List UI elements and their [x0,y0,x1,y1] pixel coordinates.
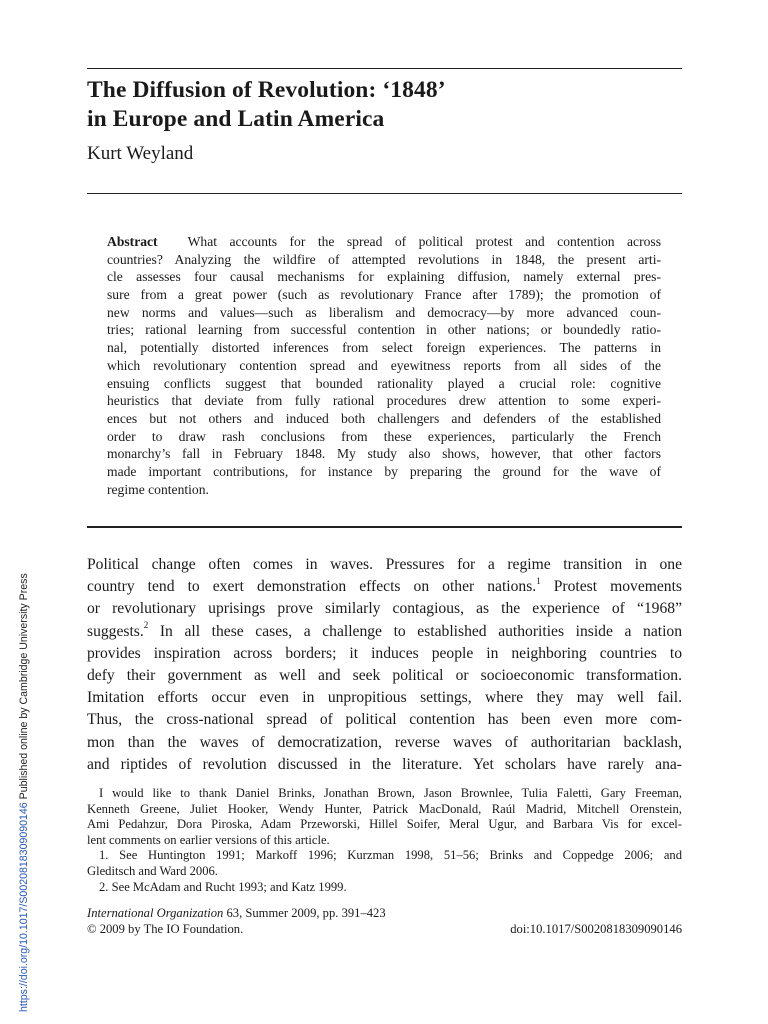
footnote-ref-2[interactable]: 2 [143,620,149,631]
abstract-line: made important contributions, for instance by preparing the ground for the wave of [107,463,661,479]
abstract-line: ences but not others and induced both challengers and defenders of the established [107,410,661,426]
abstract-label: Abstract [107,234,158,249]
footnote-ref-1[interactable]: 1 [536,576,541,586]
footnotes [87,786,682,895]
abstract-divider [87,526,682,528]
journal-details: 63, Summer 2009, pp. 391–423 [223,906,386,920]
body-line: Imitation efforts occur even in unpropitious settings, where they may well fail. [87,689,682,707]
doi-sidebar [18,573,30,1012]
footnote-2: 2. See McAdam and Rucht 1993; and Katz 1999. [99,879,347,894]
abstract-line: heuristics that deviate from fully rational procedures drew attention to some experi- [107,393,661,409]
acknowledgment-line: I would like to thank Daniel Brinks, Jonathan Brown, Jason Brownlee, Tulia Faletti, Gary Freeman, [99,786,682,800]
doi-link[interactable]: https://doi.org/10.1017/S0020818309090146 [18,802,30,1012]
abstract-line: monarchy’s fall in February 1848. My study also shows, however, that other factors [107,446,661,462]
abstract-line: tries; rational learning from successful contention in other nations; or boundedly ratio- [107,322,661,338]
footnote-1-cont: Gleditsch and Ward 2006. [87,863,218,878]
body-line: provides inspiration across borders; it induces people in neighboring countries to [87,644,682,662]
abstract-line: Abstract What accounts for the spread of political protest and contention across [107,234,661,249]
abstract-block [107,233,661,498]
acknowledgment-line: lent comments on earlier versions of this article. [87,832,330,847]
acknowledgment-line: Kenneth Greene, Juliet Hooker, Wendy Hunter, Patrick MacDonald, Raúl Madrid, Mitchell Orenstein, [87,801,682,816]
abstract-line: sure from a great power (such as revolutionary France after 1789); the promotion of [107,287,661,303]
article-title [87,76,446,134]
journal-info [87,905,682,937]
body-line: and riptides of revolution discussed in the literature. Yet scholars have rarely ana- [87,755,682,773]
copyright-text: © 2009 by The IO Foundation. [87,922,244,936]
abstract-line: cle assesses four causal mechanisms for explaining diffusion, namely external pres- [107,269,661,285]
abstract-line: which revolutionary contention spread and eyewitness reports from all sides of the [107,357,661,373]
body-line: mon than the waves of democratization, reverse waves of authoritarian backlash, [87,733,682,751]
body-line: Thus, the cross-national spread of political contention has been even more com- [87,711,682,729]
journal-citation-row [87,905,682,921]
abstract-line: regime contention. [107,481,209,497]
abstract-line: order to draw rash conclusions from these experiences, particularly the French [107,428,661,444]
abstract-line: new norms and values—such as liberalism and democracy—by more advanced coun- [107,304,661,320]
body-text [87,554,682,776]
body-line: defy their government as well and seek political or socioeconomic transformation. [87,666,682,684]
body-line: suggests.$^2$ In all these cases, a challenge to established authorities inside a nation [87,620,682,640]
body-line: or revolutionary uprisings prove similarly contagious, as the experience of “1968” [87,600,682,618]
title-line-2: in Europe and Latin America [87,106,385,132]
top-rule [87,68,682,69]
abstract-line: nal, potentially distorted inferences from select foreign experiences. The patterns in [107,340,661,356]
journal-name: International Organization [87,906,224,920]
header-divider [87,193,682,194]
body-line: Political change often comes in waves. Pressures for a regime transition in one [87,556,682,573]
footnote-1: 1. See Huntington 1991; Markoff 1996; Kurzman 1998, 51–56; Brinks and Coppedge 2006; and [99,848,682,863]
author-name: Kurt Weyland [87,143,194,164]
abstract-line: countries? Analyzing the wildfire of attempted revolutions in 1848, the present arti- [107,251,661,267]
journal-copyright-row [87,921,682,937]
publisher-note: Published online by Cambridge University Press [18,573,30,803]
abstract-line: ensuing conflicts suggest that bounded rationality played a crucial role: cognitive [107,375,661,391]
body-line: country tend to exert demonstration effects on other nations.$^1$ Protest movements [87,576,682,596]
title-line-1: The Diffusion of Revolution: ‘1848’ [87,77,446,103]
acknowledgment-line: Ami Pedahzur, Dora Piroska, Adam Przeworski, Hillel Soifer, Meral Ugur, and Barbara Vis for excel- [87,817,682,832]
doi-text: doi:10.1017/S0020818309090146 [510,922,682,936]
